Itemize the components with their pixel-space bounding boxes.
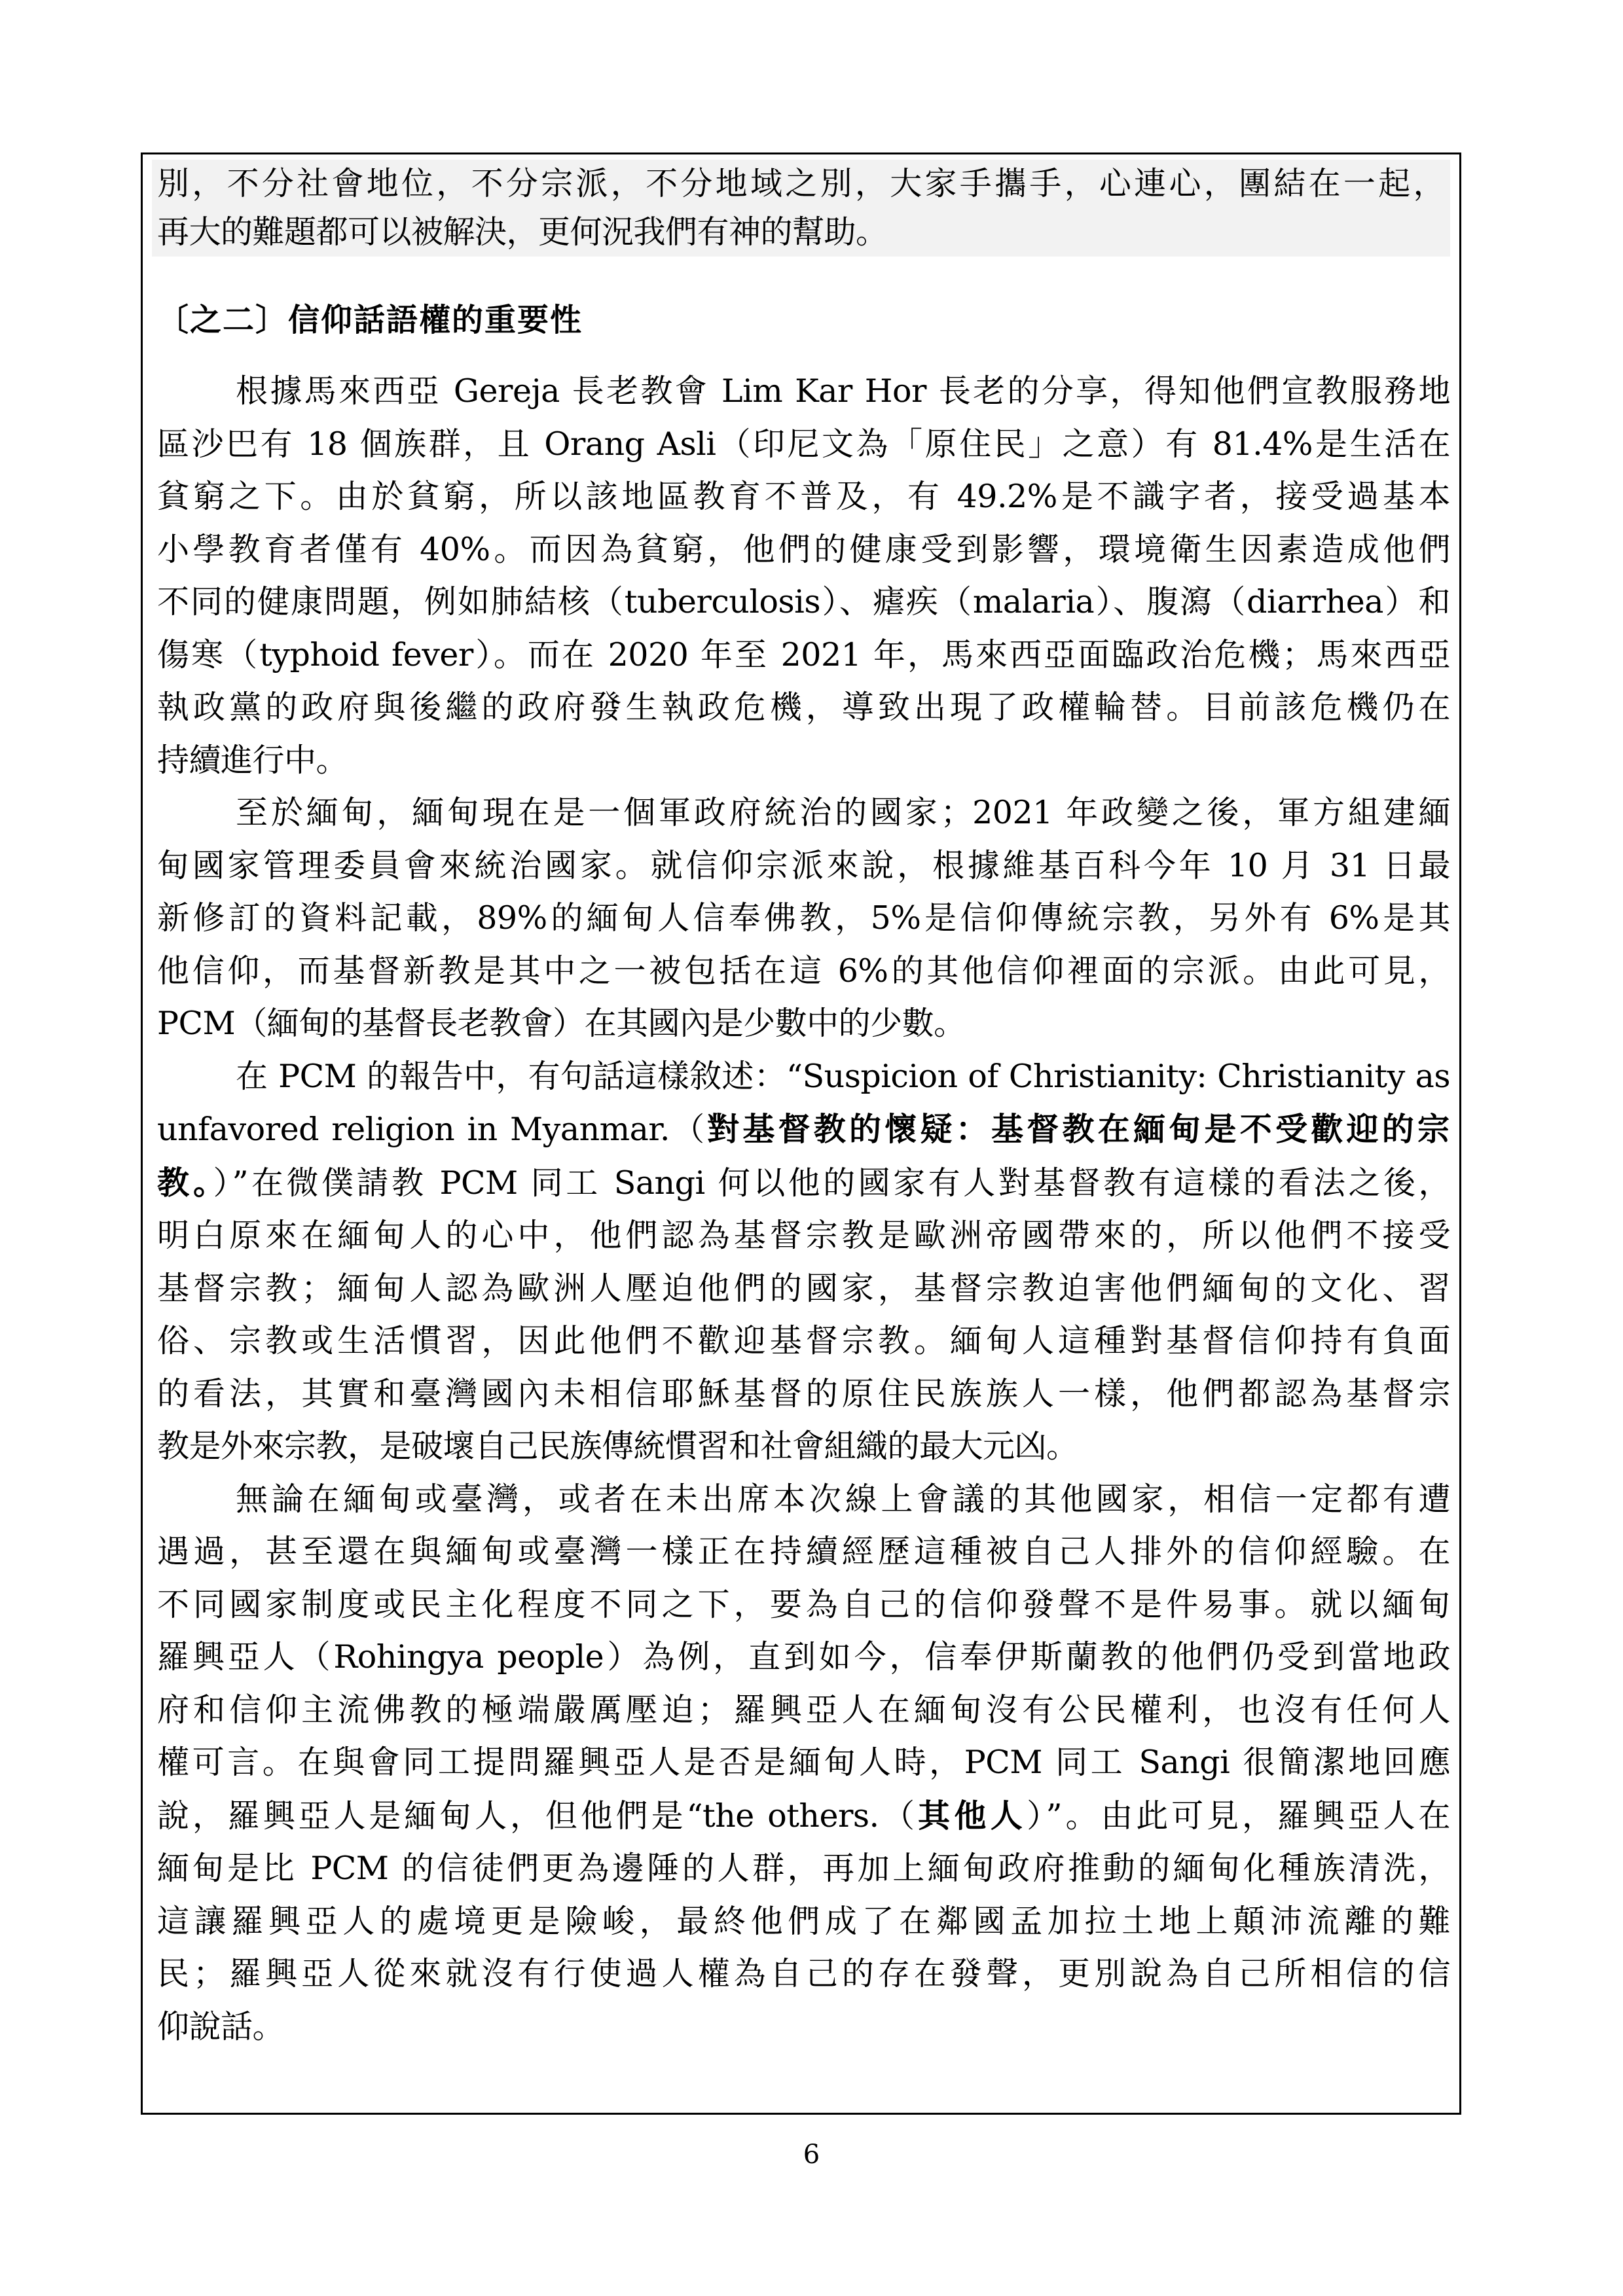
paragraph bbox=[157, 365, 1450, 787]
text-line: 仰說話。 bbox=[157, 2007, 285, 2045]
text-line: 這讓羅興亞人的處境更是險峻，最終他們成了在鄰國孟加拉土地上顛沛流離的難 bbox=[157, 1902, 1450, 1940]
paragraph bbox=[157, 1473, 1450, 2054]
text-line: 再大的難題都可以被解決，更何況我們有神的幫助。 bbox=[157, 213, 888, 251]
text-line: 羅興亞人（Rohingya people）為例，直到如今，信奉伊斯蘭教的他們仍受到當地政 bbox=[157, 1638, 1450, 1676]
text-line: 俗、宗教或生活慣習，因此他們不歡迎基督宗教。緬甸人這種對基督信仰持有負面 bbox=[157, 1322, 1450, 1359]
translation-run: 其他人 bbox=[917, 1796, 1027, 1835]
text-line: 區沙巴有 18 個族群，且 Orang Asli（印尼文為「原住民」之意）有 81.4%是生活在 bbox=[157, 425, 1450, 463]
text-run: ）”。由此可見，羅興亞人在 bbox=[1027, 1797, 1450, 1835]
text-line: 教是外來宗教，是破壞自己民族傳統慣習和社會組織的最大元凶。 bbox=[157, 1427, 1078, 1465]
text-line: 府和信仰主流佛教的極端嚴厲壓迫；羅興亞人在緬甸沒有公民權利，也沒有任何人 bbox=[157, 1691, 1450, 1729]
text-run: unfavored religion in Myanmar.（ bbox=[157, 1111, 707, 1148]
text-line: 他信仰，而基督新教是其中之一被包括在這 6%的其他信仰裡面的宗派。由此可見， bbox=[157, 952, 1450, 990]
text-line bbox=[157, 1103, 1450, 1157]
text-line: 民；羅興亞人從來就沒有行使過人權為自己的存在發聲，更別說為自己所相信的信 bbox=[157, 1955, 1450, 1992]
paragraph bbox=[157, 1050, 1450, 1473]
translation-run: 對基督教的懷疑：基督教在緬甸是不受歡迎的宗 bbox=[706, 1110, 1450, 1148]
text-line: 遇過，甚至還在與緬甸或臺灣一樣正在持續經歷這種被自己人排外的信仰經驗。在 bbox=[157, 1533, 1450, 1570]
text-line: 不同國家制度或民主化程度不同之下，要為自己的信仰發聲不是件易事。就以緬甸 bbox=[157, 1585, 1450, 1623]
text-line bbox=[157, 1157, 1450, 1210]
text-line: 明白原來在緬甸人的心中，他們認為基督宗教是歐洲帝國帶來的，所以他們不接受 bbox=[157, 1217, 1450, 1254]
text-line: 小學教育者僅有 40%。而因為貧窮，他們的健康受到影響，環境衛生因素造成他們 bbox=[157, 530, 1450, 568]
text-line: 新修訂的資料記載，89%的緬甸人信奉佛教，5%是信仰傳統宗教，另外有 6%是其 bbox=[157, 899, 1450, 937]
body-text bbox=[157, 365, 1450, 2053]
text-line: 的看法，其實和臺灣國內未相信耶穌基督的原住民族族人一樣，他們都認為基督宗 bbox=[157, 1374, 1450, 1412]
text-line: 在 PCM 的報告中，有句話這樣敘述：“Suspicion of Christianity: Christianity as bbox=[236, 1057, 1450, 1095]
translation-run: 教。 bbox=[157, 1163, 213, 1202]
text-line bbox=[157, 1789, 1450, 1843]
text-line: 傷寒（typhoid fever）。而在 2020 年至 2021 年，馬來西亞面臨政治危機；馬來西亞 bbox=[157, 636, 1450, 673]
text-line: 基督宗教；緬甸人認為歐洲人壓迫他們的國家，基督宗教迫害他們緬甸的文化、習 bbox=[157, 1269, 1450, 1307]
content-frame bbox=[141, 152, 1461, 2115]
section-heading: 〔之二〕信仰話語權的重要性 bbox=[157, 302, 583, 338]
text-line: 別，不分社會地位，不分宗派，不分地域之別，大家手攜手，心連心，團結在一起， bbox=[157, 165, 1445, 202]
text-line: PCM（緬甸的基督長老教會）在其國內是少數中的少數。 bbox=[157, 1005, 966, 1042]
carry-over-paragraph bbox=[152, 160, 1450, 257]
text-line: 持續進行中。 bbox=[157, 741, 348, 779]
page-number: 6 bbox=[803, 2140, 820, 2170]
text-line: 權可言。在與會同工提問羅興亞人是否是緬甸人時，PCM 同工 Sangi 很簡潔地回應 bbox=[157, 1744, 1450, 1781]
text-line: 貧窮之下。由於貧窮，所以該地區教育不普及，有 49.2%是不識字者，接受過基本 bbox=[157, 478, 1450, 515]
text-run: ）”在微僕請教 PCM 同工 Sangi 何以他的國家有人對基督教有這樣的看法之後， bbox=[213, 1164, 1450, 1202]
text-line: 無論在緬甸或臺灣，或者在未出席本次線上會議的其他國家，相信一定都有遭 bbox=[236, 1480, 1450, 1518]
text-line: 不同的健康問題，例如肺結核（tuberculosis）、瘧疾（malaria）、腹瀉（diarrhea）和 bbox=[157, 583, 1450, 620]
text-line: 根據馬來西亞 Gereja 長老教會 Lim Kar Hor 長老的分享，得知他們宣教服務地 bbox=[236, 372, 1450, 410]
text-line: 緬甸是比 PCM 的信徒們更為邊陲的人群，再加上緬甸政府推動的緬甸化種族清洗， bbox=[157, 1850, 1450, 1887]
text-run: 說，羅興亞人是緬甸人，但他們是“the others.（ bbox=[157, 1797, 918, 1835]
text-line: 執政黨的政府與後繼的政府發生執政危機，導致出現了政權輪替。目前該危機仍在 bbox=[157, 689, 1450, 726]
paragraph bbox=[157, 787, 1450, 1050]
text-line: 甸國家管理委員會來統治國家。就信仰宗派來說，根據維基百科今年 10 月 31 日最 bbox=[157, 846, 1450, 884]
text-line: 至於緬甸，緬甸現在是一個軍政府統治的國家；2021 年政變之後，軍方組建緬 bbox=[236, 794, 1450, 831]
